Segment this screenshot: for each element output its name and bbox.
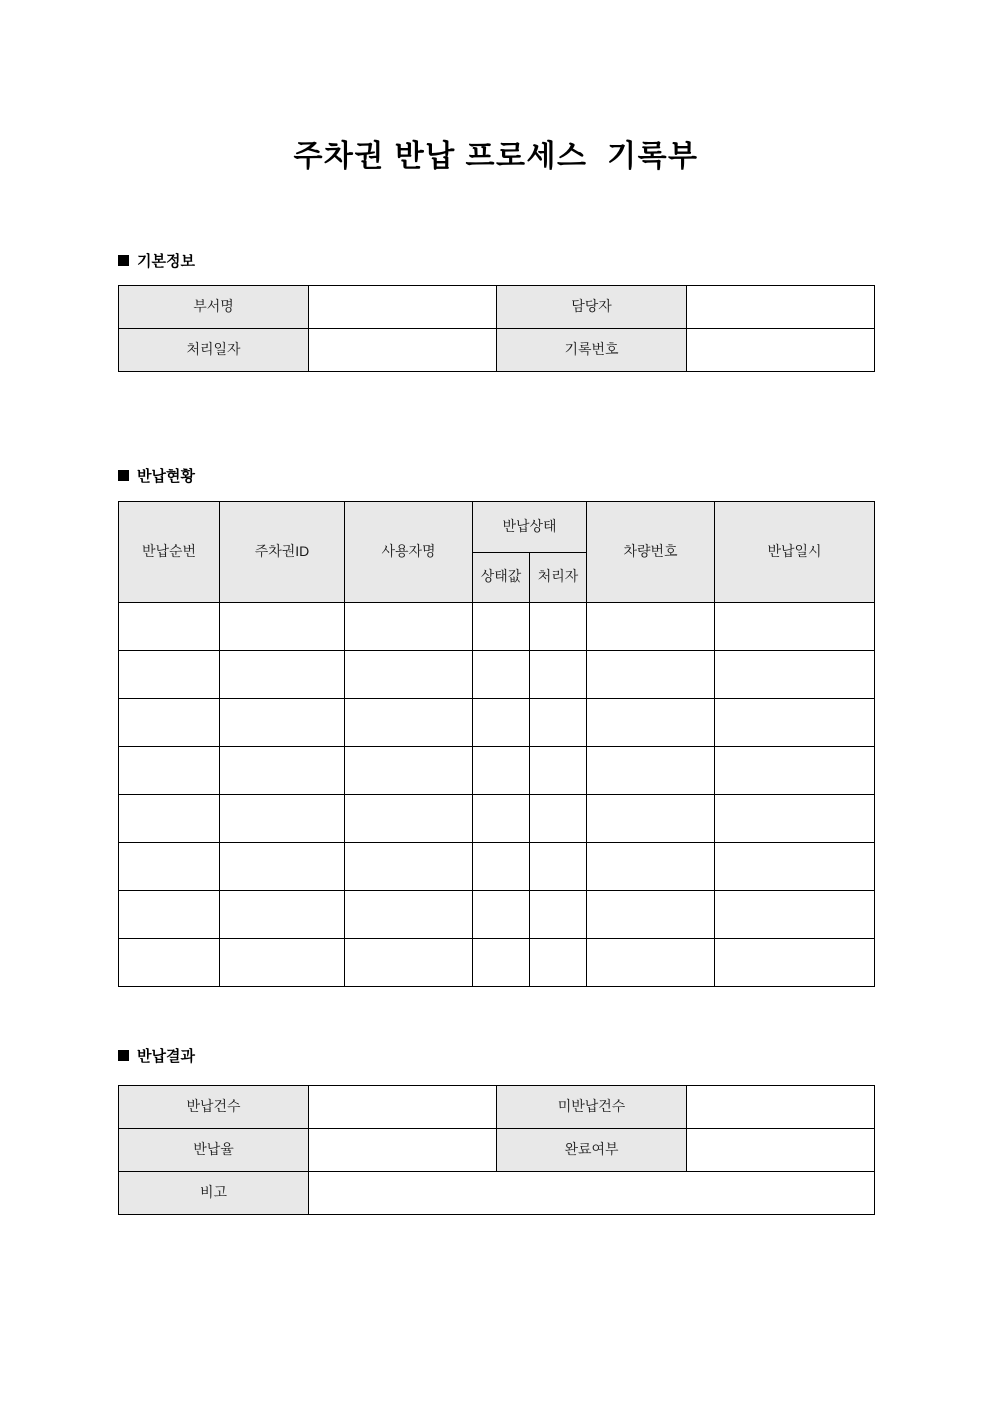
table-row (119, 939, 875, 987)
section-heading-return-result (118, 1045, 195, 1066)
cell-handler[interactable] (530, 795, 587, 843)
value-department[interactable] (309, 286, 497, 329)
cell-sequence[interactable] (119, 795, 220, 843)
cell-user-name[interactable] (345, 651, 473, 699)
label-unreturned-count: 미반납건수 (497, 1086, 687, 1129)
section-heading-basic-info (118, 250, 195, 271)
cell-ticket-id[interactable] (220, 891, 345, 939)
section-heading-label: 반납결과 (137, 1048, 195, 1065)
black-square-bullet-icon (118, 470, 129, 481)
table-row (119, 1086, 875, 1129)
cell-sequence[interactable] (119, 939, 220, 987)
cell-state-value[interactable] (473, 843, 530, 891)
return-result-table (118, 1085, 875, 1215)
cell-handler[interactable] (530, 747, 587, 795)
cell-sequence[interactable] (119, 843, 220, 891)
label-department: 부서명 (119, 286, 309, 329)
table-row (119, 329, 875, 372)
column-header-user-name: 사용자명 (345, 502, 473, 603)
cell-vehicle-number[interactable] (587, 939, 715, 987)
column-header-state-value: 상태값 (473, 552, 530, 603)
table-row (119, 843, 875, 891)
cell-user-name[interactable] (345, 939, 473, 987)
table-row (119, 699, 875, 747)
cell-state-value[interactable] (473, 795, 530, 843)
cell-sequence[interactable] (119, 747, 220, 795)
cell-sequence[interactable] (119, 651, 220, 699)
column-header-ticket-id: 주차권ID (220, 502, 345, 603)
cell-sequence[interactable] (119, 699, 220, 747)
value-return-count[interactable] (309, 1086, 497, 1129)
column-header-sequence: 반납순번 (119, 502, 220, 603)
cell-return-datetime[interactable] (715, 795, 875, 843)
return-status-table (118, 501, 875, 987)
cell-ticket-id[interactable] (220, 699, 345, 747)
section-heading-label: 기본정보 (137, 253, 195, 270)
cell-return-datetime[interactable] (715, 843, 875, 891)
cell-handler[interactable] (530, 603, 587, 651)
label-return-rate: 반납율 (119, 1129, 309, 1172)
cell-handler[interactable] (530, 891, 587, 939)
cell-state-value[interactable] (473, 747, 530, 795)
value-unreturned-count[interactable] (687, 1086, 875, 1129)
cell-ticket-id[interactable] (220, 939, 345, 987)
cell-ticket-id[interactable] (220, 603, 345, 651)
cell-ticket-id[interactable] (220, 795, 345, 843)
cell-ticket-id[interactable] (220, 747, 345, 795)
basic-info-table (118, 285, 875, 372)
cell-vehicle-number[interactable] (587, 651, 715, 699)
cell-user-name[interactable] (345, 843, 473, 891)
value-return-rate[interactable] (309, 1129, 497, 1172)
table-row (119, 1172, 875, 1215)
value-manager[interactable] (687, 286, 875, 329)
label-process-date: 처리일자 (119, 329, 309, 372)
table-row (119, 891, 875, 939)
table-row (119, 286, 875, 329)
cell-state-value[interactable] (473, 891, 530, 939)
cell-user-name[interactable] (345, 795, 473, 843)
table-row (119, 651, 875, 699)
cell-vehicle-number[interactable] (587, 603, 715, 651)
cell-user-name[interactable] (345, 603, 473, 651)
label-record-number: 기록번호 (497, 329, 687, 372)
value-process-date[interactable] (309, 329, 497, 372)
cell-state-value[interactable] (473, 651, 530, 699)
column-header-return-datetime: 반납일시 (715, 502, 875, 603)
cell-return-datetime[interactable] (715, 603, 875, 651)
column-header-vehicle-number: 차량번호 (587, 502, 715, 603)
black-square-bullet-icon (118, 255, 129, 266)
table-header-row-top (119, 502, 875, 553)
value-completion-status[interactable] (687, 1129, 875, 1172)
cell-state-value[interactable] (473, 603, 530, 651)
label-completion-status: 완료여부 (497, 1129, 687, 1172)
cell-vehicle-number[interactable] (587, 843, 715, 891)
column-header-handler: 처리자 (530, 552, 587, 603)
cell-handler[interactable] (530, 843, 587, 891)
label-remark: 비고 (119, 1172, 309, 1215)
cell-ticket-id[interactable] (220, 843, 345, 891)
cell-vehicle-number[interactable] (587, 795, 715, 843)
cell-handler[interactable] (530, 939, 587, 987)
cell-sequence[interactable] (119, 891, 220, 939)
label-manager: 담당자 (497, 286, 687, 329)
cell-sequence[interactable] (119, 603, 220, 651)
section-heading-return-status (118, 465, 195, 486)
cell-vehicle-number[interactable] (587, 891, 715, 939)
label-return-count: 반납건수 (119, 1086, 309, 1129)
cell-return-datetime[interactable] (715, 699, 875, 747)
cell-ticket-id[interactable] (220, 651, 345, 699)
section-heading-label: 반납현황 (137, 468, 195, 485)
cell-return-datetime[interactable] (715, 747, 875, 795)
cell-user-name[interactable] (345, 747, 473, 795)
table-row (119, 603, 875, 651)
cell-state-value[interactable] (473, 699, 530, 747)
cell-state-value[interactable] (473, 939, 530, 987)
cell-return-datetime[interactable] (715, 651, 875, 699)
column-header-return-state-group: 반납상태 (473, 502, 587, 553)
value-remark[interactable] (309, 1172, 875, 1215)
table-row (119, 1129, 875, 1172)
page-title: 주차권 반납 프로세스 기록부 (293, 140, 699, 173)
table-row (119, 795, 875, 843)
table-row (119, 747, 875, 795)
value-record-number[interactable] (687, 329, 875, 372)
cell-handler[interactable] (530, 699, 587, 747)
cell-user-name[interactable] (345, 891, 473, 939)
cell-return-datetime[interactable] (715, 891, 875, 939)
cell-return-datetime[interactable] (715, 939, 875, 987)
cell-vehicle-number[interactable] (587, 747, 715, 795)
cell-user-name[interactable] (345, 699, 473, 747)
cell-handler[interactable] (530, 651, 587, 699)
black-square-bullet-icon (118, 1050, 129, 1061)
cell-vehicle-number[interactable] (587, 699, 715, 747)
